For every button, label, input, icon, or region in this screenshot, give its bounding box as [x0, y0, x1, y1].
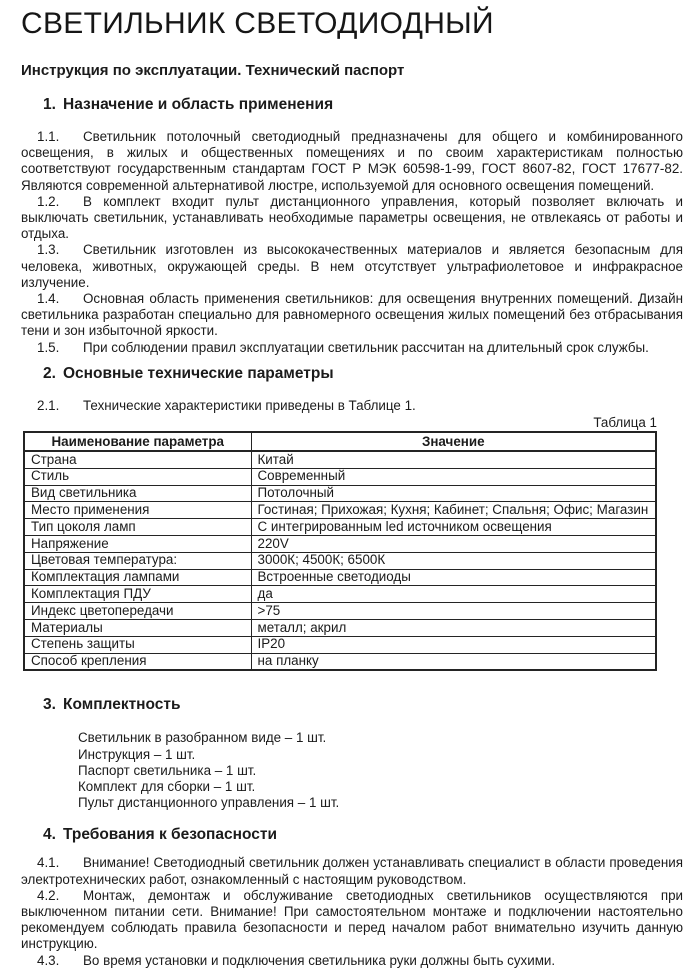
paragraph-text: Светильник потолочный светодиодный предназначены для общего и комбинированного освещения, в жилых и общественных помещениях и по своим характеристикам полностью соответствуют государственным стандартам ГОСТ Р МЭК 60598-1-99, ГОСТ 8607-82, ГОСТ 17677-82. Являются современной альтернативой люстре, используемой для основного освещения помещений. [21, 129, 683, 193]
list-item: Пульт дистанционного управления – 1 шт. [78, 795, 340, 811]
paragraph-number: 1.2. [37, 193, 60, 209]
param-value: >75 [251, 603, 656, 620]
table-row [24, 451, 656, 468]
paragraph-number: 1.5. [37, 339, 60, 355]
kit-contents-list [78, 730, 683, 811]
param-value: 3000К; 4500К; 6500К [251, 552, 656, 569]
table-caption: Таблица 1 [593, 415, 657, 431]
table-header-value: Значение [251, 432, 656, 451]
table-row [24, 603, 656, 620]
param-name: Цветовая температура: [24, 552, 251, 569]
paragraph-text: В комплект входит пульт дистанционного управления, который позволяет включать и выключать светильник, устанавливать необходимые параметры освещения, не отвлекаясь от работы и отдыха. [21, 193, 683, 242]
param-value: 220V [251, 536, 656, 553]
paragraph-1-3 [21, 242, 683, 291]
document-title: СВЕТИЛЬНИК СВЕТОДИОДНЫЙ [21, 7, 494, 40]
param-name: Место применения [24, 502, 251, 519]
section-3-title: Комплектность [63, 696, 181, 714]
spec-table [23, 431, 657, 671]
paragraph-text: Технические характеристики приведены в Таблице 1. [83, 397, 416, 413]
param-value: металл; акрил [251, 620, 656, 637]
paragraph-text: Внимание! Светодиодный светильник должен устанавливать специалист в области проведения электротехнических работ, ознакомленный с настоящим руководством. [21, 855, 683, 887]
param-name: Вид светильника [24, 485, 251, 502]
paragraph-1-4 [21, 291, 683, 340]
section-1-title: Назначение и область применения [63, 96, 334, 113]
paragraph-number: 4.1. [37, 855, 60, 871]
param-value: Китай [251, 451, 656, 468]
paragraph-1-1 [21, 129, 683, 194]
table-header-parameter: Наименование параметра [24, 432, 251, 451]
section-2-heading [43, 365, 683, 382]
list-item: Паспорт светильника – 1 шт. [78, 762, 257, 778]
param-value: на планку [251, 653, 656, 670]
paragraph-text: Во время установки и подключения светильника руки должны быть сухими. [83, 952, 556, 968]
param-name: Степень защиты [24, 636, 251, 653]
param-value: Гостиная; Прихожая; Кухня; Кабинет; Спальня; Офис; Магазин [251, 502, 656, 519]
section-1-body [21, 129, 683, 356]
param-name: Стиль [24, 468, 251, 485]
section-4-title: Требования к безопасности [63, 826, 278, 844]
paragraph-4-1 [21, 855, 683, 887]
section-4-heading [43, 826, 683, 843]
paragraph-1-5 [21, 340, 683, 356]
paragraph-text: Монтаж, демонтаж и обслуживание светодиодных светильников осуществляются при выключенном питании сети. Внимание! При самостоятельном монтаже и подключении настоятельно рекомендуем соблюдать правила безопасности и перед началом работ внимательно изучить данную инструкцию. [21, 887, 683, 952]
table-row [24, 636, 656, 653]
param-name: Комплектация ПДУ [24, 586, 251, 603]
document-subtitle: Инструкция по эксплуатации. Технический паспорт [21, 62, 405, 79]
table-header-row [24, 432, 656, 451]
table-row [24, 468, 656, 485]
paragraph-number: 4.3. [37, 952, 60, 968]
section-3-heading [43, 696, 683, 713]
paragraph-number: 2.1. [37, 397, 60, 413]
section-3-number: 3. [43, 696, 56, 714]
param-value: С интегрированным led источником освещения [251, 519, 656, 536]
section-1-heading [43, 96, 683, 113]
section-4-number: 4. [43, 826, 56, 844]
table-row [24, 552, 656, 569]
param-name: Напряжение [24, 536, 251, 553]
paragraph-text: При соблюдении правил эксплуатации светильник рассчитан на длительный срок службы. [83, 339, 649, 355]
param-value: Потолочный [251, 485, 656, 502]
paragraph-number: 1.1. [37, 129, 60, 144]
table-row [24, 502, 656, 519]
paragraph-2-1 [21, 398, 683, 414]
param-value: IP20 [251, 636, 656, 653]
paragraph-text: Основная область применения светильников: для освещения внутренних помещений. Дизайн светильника разработан специально для равномерного освещения жилых помещений без отбрасывания тени и зон избыточной яркости. [21, 291, 683, 339]
param-value: Современный [251, 468, 656, 485]
paragraph-text: Светильник изготовлен из высококачественных материалов и является безопасным для человека, животных, окружающей среды. В нем отсутствует ультрафиолетовое и инфракрасное излучение. [21, 242, 683, 290]
param-name: Страна [24, 451, 251, 468]
paragraph-number: 1.3. [37, 242, 60, 258]
table-row [24, 586, 656, 603]
section-2-body [21, 398, 683, 414]
list-item: Комплект для сборки – 1 шт. [78, 779, 256, 795]
paragraph-4-2 [21, 888, 683, 953]
param-name: Комплектация лампами [24, 569, 251, 586]
list-item: Светильник в разобранном виде – 1 шт. [78, 730, 327, 746]
paragraph-4-3 [21, 953, 683, 969]
section-2-number: 2. [43, 364, 56, 382]
table-row [24, 536, 656, 553]
table-row [24, 653, 656, 670]
table-row [24, 569, 656, 586]
list-item: Инструкция – 1 шт. [78, 746, 196, 762]
paragraph-1-2 [21, 194, 683, 243]
param-name: Материалы [24, 620, 251, 637]
param-value: Встроенные светодиоды [251, 569, 656, 586]
param-name: Индекс цветопередачи [24, 603, 251, 620]
paragraph-number: 1.4. [37, 291, 60, 307]
param-name: Тип цоколя ламп [24, 519, 251, 536]
param-value: да [251, 586, 656, 603]
section-2-title: Основные технические параметры [63, 364, 334, 382]
param-name: Способ крепления [24, 653, 251, 670]
table-row [24, 519, 656, 536]
section-1-number: 1. [43, 96, 56, 113]
paragraph-number: 4.2. [37, 887, 60, 903]
section-4-body [21, 855, 683, 968]
table-row [24, 485, 656, 502]
table-row [24, 620, 656, 637]
